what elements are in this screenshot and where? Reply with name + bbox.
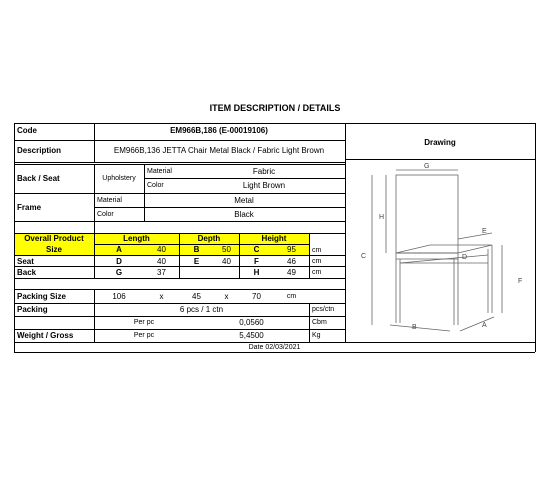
dim-label-e: E (482, 228, 487, 235)
dim-f-letter: F (254, 256, 259, 266)
date-label: Date 02/03/2021 (248, 343, 301, 351)
frame-color-value: Black (234, 209, 254, 219)
dim-label-a: A (482, 322, 487, 329)
dim-label-c: C (361, 253, 367, 260)
seat-label: Seat (17, 256, 34, 266)
chair-backrest (396, 175, 458, 253)
dim-label-d: D (462, 254, 468, 261)
dim-d-letter: D (116, 256, 122, 266)
dim-label-b: B (412, 324, 417, 331)
dim-g-letter: G (115, 267, 123, 277)
item-details-sheet (14, 123, 535, 353)
packing-length: 106 (112, 291, 126, 301)
back-seat-color-label: Color (147, 182, 164, 189)
dim-label-g: G (424, 163, 430, 170)
packing-x1: x (159, 291, 164, 301)
height-header: Height (261, 234, 287, 243)
overall-label-line1: Overall Product (24, 234, 84, 243)
packing-x2: x (224, 291, 229, 301)
dim-c-letter: C (253, 245, 260, 254)
seat-unit: cm (312, 258, 322, 265)
chair-drawing (354, 163, 534, 333)
dim-d-value: 40 (157, 256, 166, 266)
frame-label: Frame (17, 202, 42, 212)
frame-color-label: Color (97, 211, 114, 218)
dim-g-value: 37 (157, 267, 166, 277)
back-seat-material-value: Fabric (252, 166, 276, 176)
dim-label-h: H (379, 214, 385, 221)
overall-label-line2: Size (45, 245, 62, 254)
dim-h-letter: H (253, 267, 260, 277)
back-seat-material-label: Material (147, 168, 172, 175)
description-label: Description (17, 146, 62, 155)
upholstery-label: Upholstery (102, 175, 136, 182)
description-value: EM966B,136 JETTA Chair Metal Black / Fabric Light Brown (113, 146, 325, 155)
dim-a-value: 40 (157, 245, 166, 254)
volume-per-pc-label: Per pc (133, 319, 155, 326)
weight-per-pc-label: Per pc (133, 332, 155, 339)
dim-h-value: 49 (287, 267, 296, 277)
dim-c-value: 95 (287, 245, 296, 254)
packing-unit: pcs/ctn (312, 306, 335, 313)
length-header: Length (123, 234, 150, 243)
packing-height: 70 (252, 291, 261, 301)
packing-label: Packing (17, 304, 48, 314)
code-value: EM966B,186 (E-00019106) (170, 126, 268, 135)
overall-unit: cm (312, 246, 322, 254)
volume-unit: Cbm (312, 319, 327, 326)
code-label: Code (17, 126, 37, 135)
drawing-label: Drawing (424, 138, 456, 147)
back-unit: cm (312, 269, 322, 276)
dim-b-letter: B (193, 245, 200, 254)
back-seat-color-value: Light Brown (242, 180, 286, 190)
dim-a-letter: A (116, 245, 122, 254)
dim-b-value: 50 (222, 245, 231, 254)
packing-value: 6 pcs / 1 ctn (179, 304, 224, 314)
dim-e-value: 40 (222, 256, 231, 266)
frame-material-value: Metal (234, 195, 254, 205)
depth-header: Depth (197, 234, 221, 243)
dim-e-letter: E (193, 256, 200, 266)
packing-size-unit: cm (286, 293, 297, 300)
back-label: Back (17, 267, 37, 277)
chair-seat (396, 245, 492, 253)
dim-label-f: F (518, 278, 523, 285)
page-title: ITEM DESCRIPTION / DETAILS (209, 103, 341, 113)
weight-unit: Kg (312, 332, 321, 339)
packing-width: 45 (192, 291, 201, 301)
back-seat-label: Back / Seat (17, 173, 60, 183)
weight-value: 5,4500 (239, 330, 264, 340)
weight-label: Weight / Gross (17, 330, 74, 340)
frame-material-label: Material (97, 197, 122, 204)
packing-size-label: Packing Size (17, 291, 66, 301)
volume-value: 0,0560 (239, 317, 264, 327)
dim-f-value: 46 (287, 256, 296, 266)
